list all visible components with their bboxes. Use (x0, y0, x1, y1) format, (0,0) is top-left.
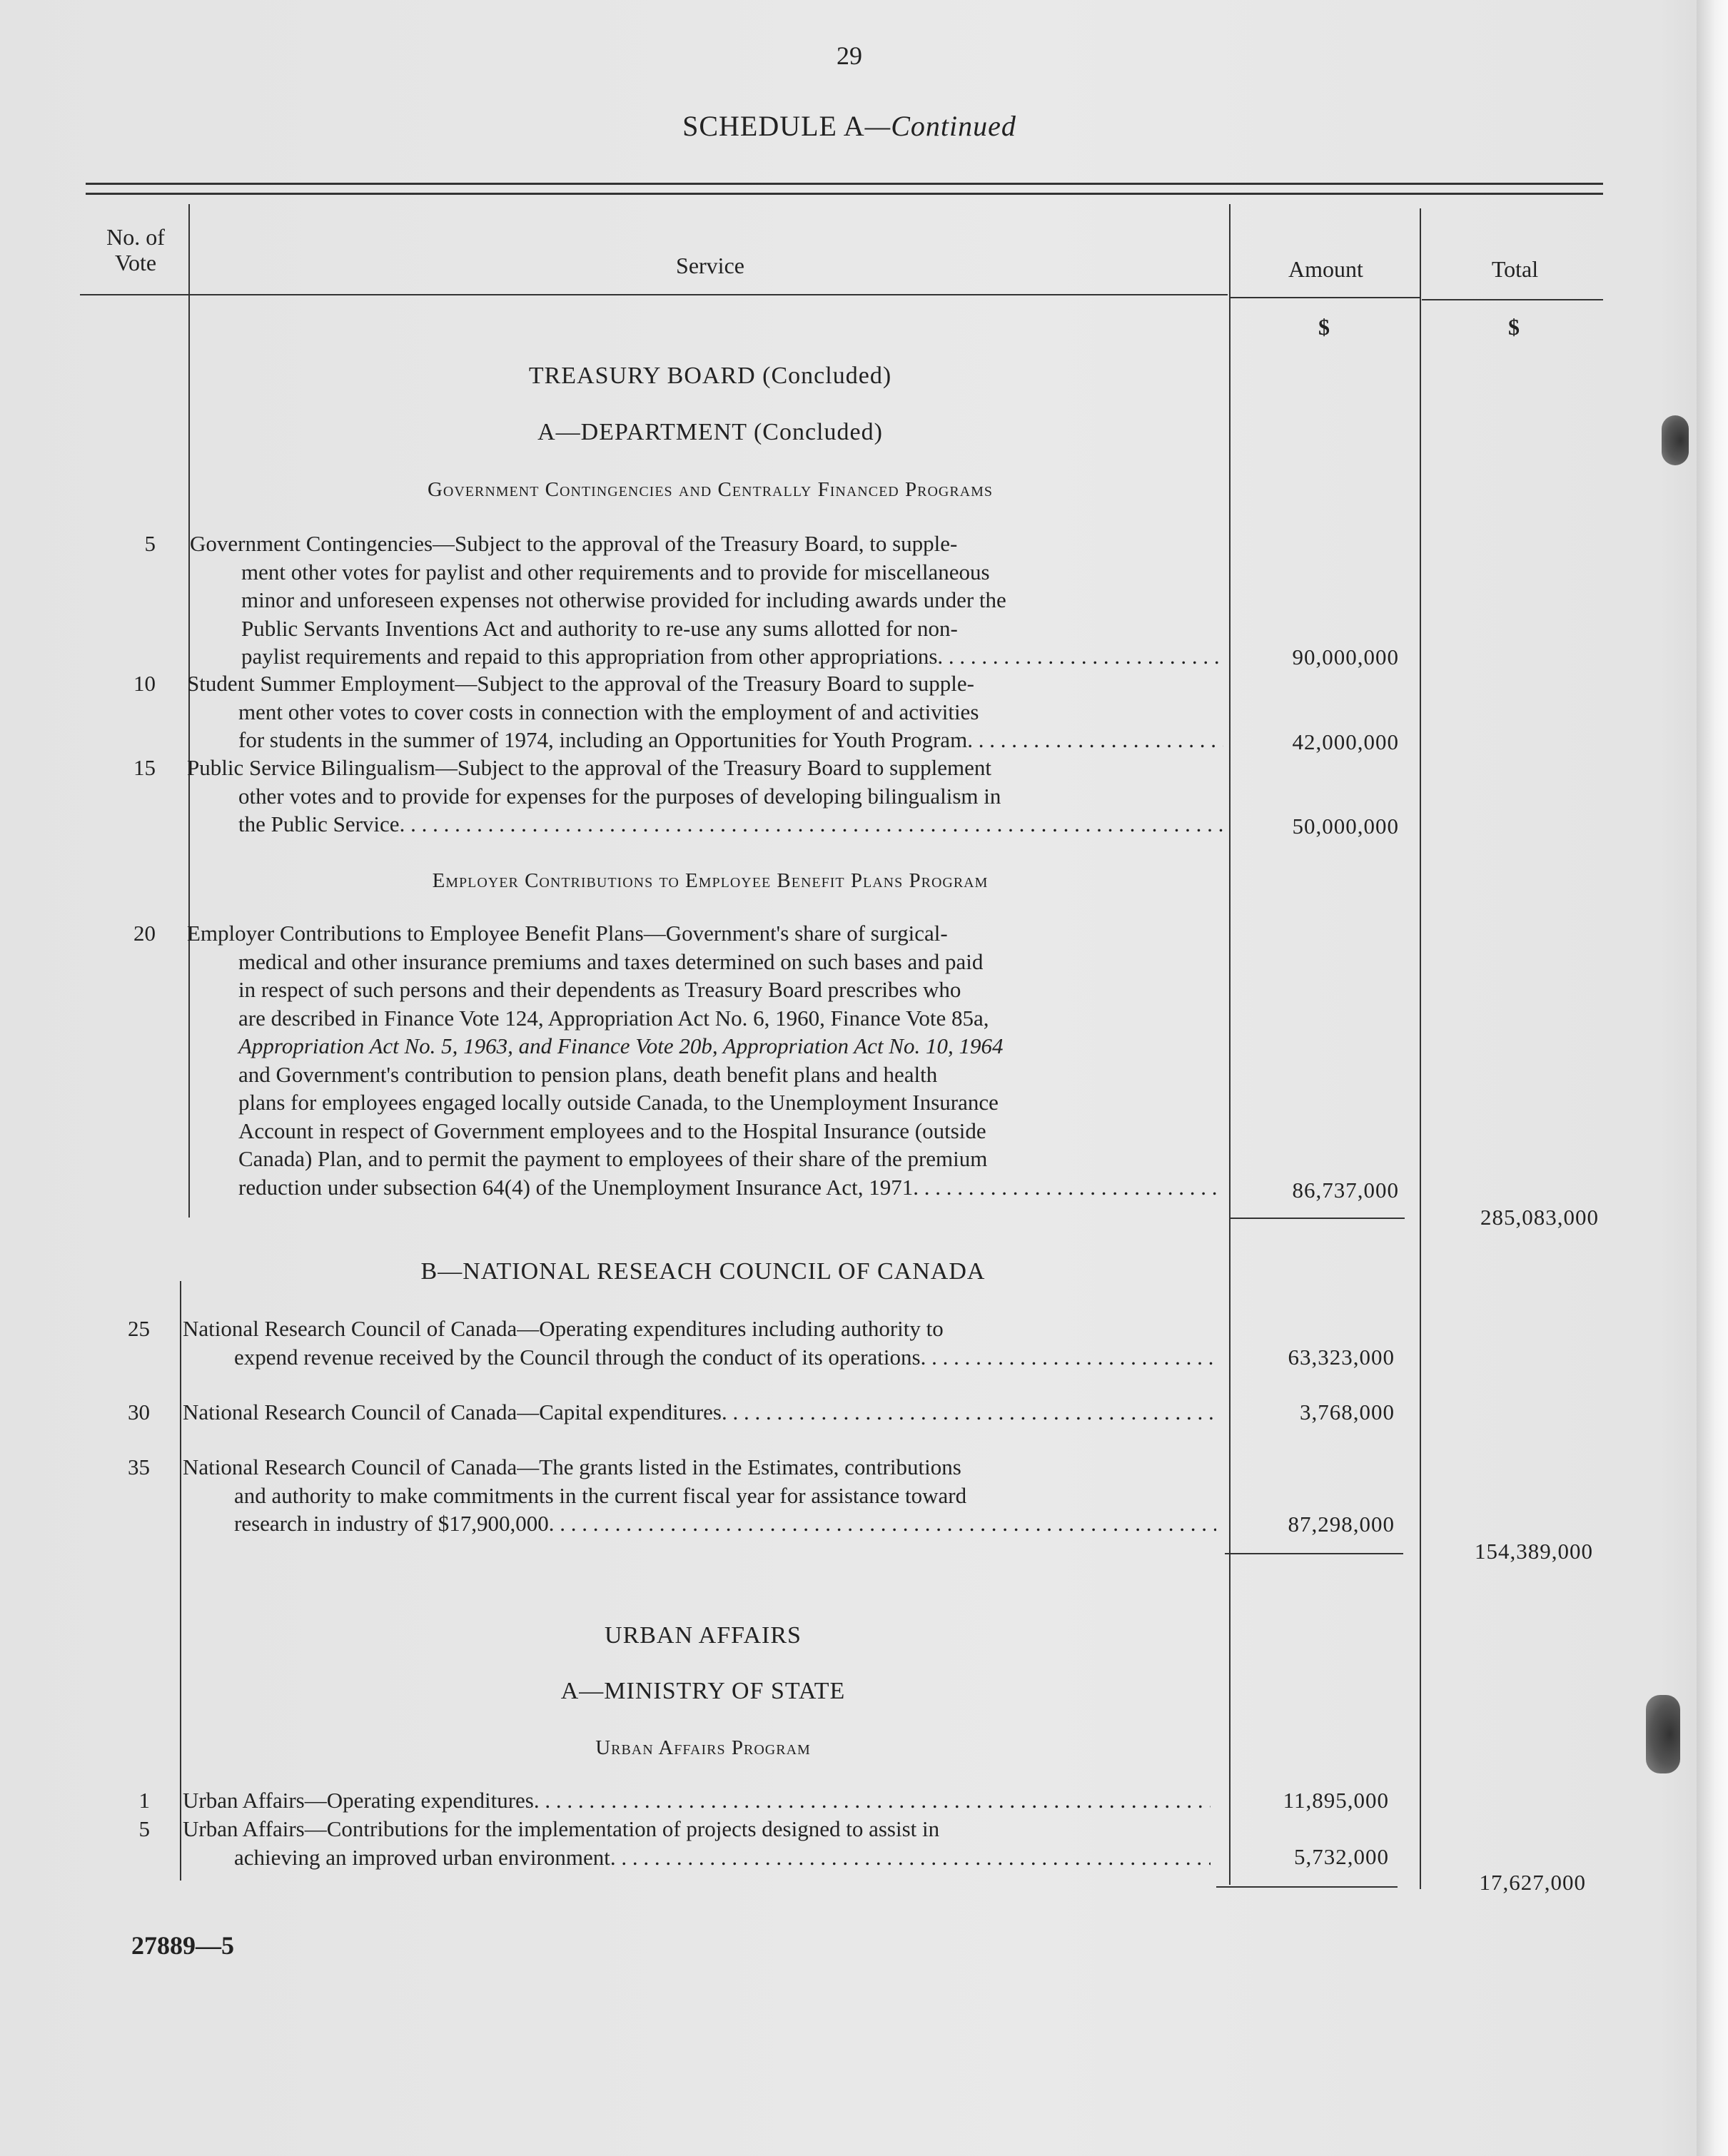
service-line-text: expend revenue received by the Council through the conduct of its operations (234, 1344, 921, 1370)
program-heading-urban-affairs: Urban Affairs Program (595, 1736, 811, 1759)
service-line: and Government's contribution to pension plans, death benefit plans and health (238, 1061, 938, 1087)
service-line: Public Service Bilingualism—Subject to the approval of the Treasury Board to supplement (187, 755, 992, 780)
service-line-text: achieving an improved urban environment (234, 1844, 610, 1870)
service-line: minor and unforeseen expenses not otherwise provided for including awards under the (241, 587, 1006, 612)
vote-number: 5 (138, 1816, 150, 1841)
leader-dots (722, 1398, 1216, 1427)
service-line: ment other votes for paylist and other requirements and to provide for miscellaneous (241, 559, 990, 584)
section-heading-nrc: B—NATIONAL RESEACH COUNCIL OF CANADA (420, 1258, 986, 1285)
vote-number: 15 (133, 755, 156, 780)
service-line (187, 810, 1223, 839)
amount-value: 90,000,000 (1292, 644, 1399, 669)
leader-dots (400, 810, 1223, 839)
vote-number: 5 (144, 531, 156, 556)
schedule-title-suffix: —Continued (864, 110, 1016, 142)
service-line: Canada) Plan, and to permit the payment to employees of their share of the premium (238, 1146, 988, 1171)
service-line-text: paylist requirements and repaid to this appropriation from other appropriations (241, 644, 938, 669)
service-item-employer-contributions (187, 919, 1223, 1201)
service-line (187, 726, 1223, 754)
section-heading-treasury-board: TREASURY BOARD (Concluded) (528, 363, 892, 389)
service-line: and authority to make commitments in the current fiscal year for assistance toward (234, 1482, 967, 1508)
service-line: Public Servants Inventions Act and authority to re-use any sums allotted for non- (241, 615, 958, 641)
service-line: ment other votes to cover costs in connection with the employment of and activities (238, 699, 979, 724)
service-line (187, 1173, 1223, 1202)
col-header-amount: Amount (1288, 256, 1363, 282)
service-item-nrc-capital (183, 1398, 1216, 1427)
service-item-urban-affairs-contributions (183, 1815, 1211, 1871)
amount-value: 5,732,000 (1294, 1844, 1389, 1869)
amount-value: 42,000,000 (1292, 729, 1399, 754)
service-item-nrc-operating (183, 1315, 1216, 1371)
vote-number: 10 (133, 671, 156, 696)
leader-dots (937, 642, 1223, 671)
header-underline-left (80, 294, 1228, 295)
service-line: Account in respect of Government employees and to the Hospital Insurance (outside (238, 1118, 986, 1143)
total-value-urban-affairs: 17,627,000 (1479, 1870, 1586, 1895)
amount-value: 63,323,000 (1288, 1345, 1395, 1370)
subtotal-rule-nrc (1225, 1553, 1403, 1554)
col-rule-vote-lower (180, 1281, 181, 1881)
section-heading-urban-affairs: URBAN AFFAIRS (605, 1622, 802, 1649)
service-item-nrc-grants (183, 1453, 1216, 1538)
total-value-nrc: 154,389,000 (1475, 1539, 1593, 1564)
service-line: National Research Council of Canada—Operating expenditures including authority to (183, 1316, 944, 1341)
top-rule-1 (86, 183, 1603, 185)
service-line-text: the Public Service (238, 811, 400, 836)
leader-dots (913, 1173, 1223, 1202)
section-subheading-department: A—DEPARTMENT (Concluded) (537, 419, 883, 445)
currency-total: $ (1508, 314, 1520, 340)
vote-number: 30 (128, 1400, 150, 1424)
amount-value: 11,895,000 (1283, 1788, 1389, 1813)
col-rule-total (1420, 208, 1421, 1889)
service-line-text: National Research Council of Canada—Capital expenditures (183, 1400, 722, 1424)
vote-number: 25 (128, 1316, 150, 1341)
subtotal-rule-urban-affairs (1216, 1886, 1398, 1888)
vote-number: 20 (133, 921, 156, 946)
service-line: Employer Contributions to Employee Benefit Plans—Government's share of surgical- (187, 921, 948, 946)
service-line-text: for students in the summer of 1974, including an Opportunities for Youth Program (238, 727, 968, 752)
subtotal-rule-treasury-board (1231, 1218, 1405, 1219)
service-line-text: research in industry of $17,900,000 (234, 1511, 549, 1536)
header-underline-total (1422, 299, 1603, 300)
service-line: other votes and to provide for expenses for the purposes of developing bilingualism in (238, 783, 1001, 809)
service-line: Student Summer Employment—Subject to the approval of the Treasury Board to supple- (187, 671, 974, 696)
amount-value: 87,298,000 (1288, 1512, 1395, 1537)
service-line (183, 1786, 1211, 1815)
binder-hole-upper (1662, 415, 1689, 465)
service-line: National Research Council of Canada—The grants listed in the Estimates, contributions (183, 1454, 961, 1479)
binder-hole-lower (1646, 1695, 1680, 1773)
section-subheading-ministry: A—MINISTRY OF STATE (560, 1678, 846, 1704)
footer-code: 27889—5 (131, 1931, 234, 1960)
service-line: Government Contingencies—Subject to the approval of the Treasury Board, to supple- (190, 531, 958, 556)
header-underline-amount (1230, 297, 1420, 298)
service-item-student-summer-employment (187, 669, 1223, 754)
vote-number: 35 (128, 1454, 150, 1479)
service-item-government-contingencies (190, 530, 1223, 671)
vote-number: 1 (138, 1788, 150, 1813)
service-line (183, 1343, 1216, 1372)
service-line (183, 1398, 1216, 1427)
col-rule-amount (1229, 204, 1231, 1885)
service-line: Appropriation Act No. 5, 1963, and Finance Vote 20b, Appropriation Act No. 10, 1964 (238, 1033, 1004, 1058)
leader-dots (921, 1343, 1216, 1372)
leader-dots (610, 1843, 1211, 1872)
service-line (183, 1843, 1211, 1872)
amount-value: 50,000,000 (1292, 814, 1399, 839)
service-line-text: reduction under subsection 64(4) of the Unemployment Insurance Act, 1971 (238, 1174, 914, 1200)
service-line (190, 642, 1223, 671)
col-header-vote: No. of Vote (106, 224, 165, 275)
total-value-treasury-board: 285,083,000 (1480, 1205, 1599, 1230)
program-heading-employer-contributions: Employer Contributions to Employee Benefit Plans Program (432, 869, 989, 892)
service-line: Urban Affairs—Contributions for the implementation of projects designed to assist in (183, 1816, 940, 1841)
col-header-total: Total (1491, 256, 1539, 282)
col-header-service: Service (676, 253, 744, 278)
schedule-title-main: SCHEDULE A (682, 110, 865, 142)
service-line: medical and other insurance premiums and taxes determined on such bases and paid (238, 948, 984, 974)
schedule-title (500, 108, 1199, 144)
page-number: 29 (837, 41, 862, 70)
amount-value: 86,737,000 (1292, 1178, 1399, 1203)
leader-dots (967, 726, 1223, 754)
leader-dots (549, 1509, 1216, 1538)
currency-amount: $ (1318, 314, 1330, 340)
top-rule-2 (86, 193, 1603, 195)
service-item-urban-affairs-operating (183, 1786, 1211, 1815)
service-line: plans for employees engaged locally outside Canada, to the Unemployment Insurance (238, 1090, 999, 1115)
service-line: in respect of such persons and their dependents as Treasury Board prescribes who (238, 977, 961, 1002)
program-heading-contingencies: Government Contingencies and Centrally Financed Programs (427, 478, 994, 501)
service-line-text: Urban Affairs—Operating expenditures (183, 1788, 534, 1813)
amount-value: 3,768,000 (1300, 1400, 1395, 1424)
service-line: are described in Finance Vote 124, Appropriation Act No. 6, 1960, Finance Vote 85a, (238, 1005, 989, 1031)
service-item-public-service-bilingualism (187, 754, 1223, 839)
page-edge (1697, 0, 1728, 2156)
leader-dots (534, 1786, 1211, 1815)
service-line (183, 1509, 1216, 1538)
